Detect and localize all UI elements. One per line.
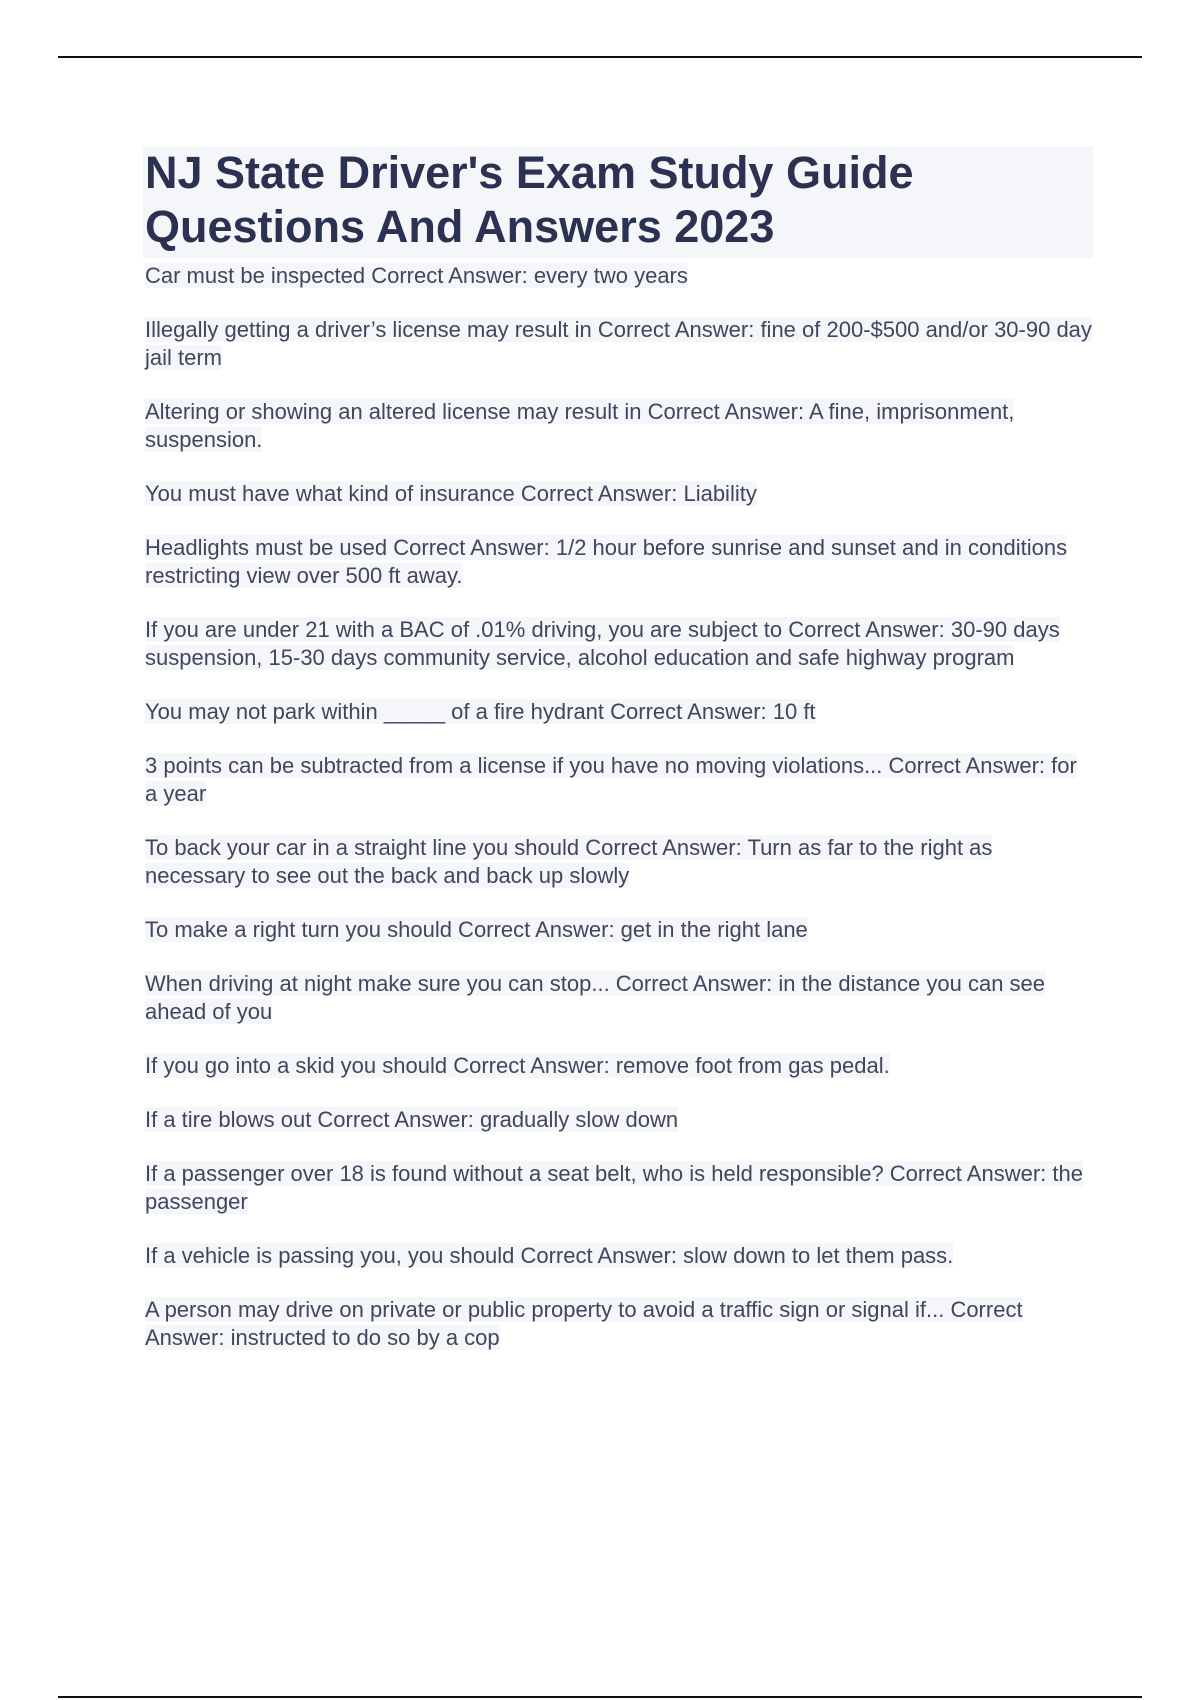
qa-item: 3 points can be subtracted from a license if you have no moving violations... Correct Answer: for a year bbox=[145, 753, 1077, 806]
document-body bbox=[145, 146, 1093, 1352]
qa-item: Altering or showing an altered license may result in Correct Answer: A fine, imprisonment, suspension. bbox=[145, 399, 1015, 452]
qa-item: You must have what kind of insurance Correct Answer: Liability bbox=[145, 481, 757, 506]
qa-item: If a passenger over 18 is found without a seat belt, who is held responsible? Correct Answer: the passenger bbox=[145, 1161, 1083, 1214]
qa-list bbox=[145, 262, 1093, 1352]
qa-item: You may not park within _____ of a fire hydrant Correct Answer: 10 ft bbox=[145, 699, 816, 724]
qa-item: If a vehicle is passing you, you should Correct Answer: slow down to let them pass. bbox=[145, 1243, 954, 1268]
title-line-2: Questions And Answers 2023 bbox=[145, 201, 775, 252]
qa-item: Illegally getting a driver’s license may result in Correct Answer: fine of 200-$500 and/or 30-90 day jail term bbox=[145, 317, 1092, 370]
qa-item: To back your car in a straight line you should Correct Answer: Turn as far to the right as necessary to see out the back and back up slowly bbox=[145, 835, 993, 888]
qa-item: If you go into a skid you should Correct Answer: remove foot from gas pedal. bbox=[145, 1053, 890, 1078]
qa-item: Headlights must be used Correct Answer: 1/2 hour before sunrise and sunset and in conditions restricting view over 500 ft away. bbox=[145, 535, 1068, 588]
qa-item: A person may drive on private or public property to avoid a traffic sign or signal if... Correct Answer: instructed to do so by a cop bbox=[145, 1297, 1023, 1350]
top-rule bbox=[58, 56, 1142, 58]
qa-item: When driving at night make sure you can stop... Correct Answer: in the distance you can see ahead of you bbox=[145, 971, 1046, 1024]
qa-item: Car must be inspected Correct Answer: every two years bbox=[145, 263, 688, 288]
qa-item: If you are under 21 with a BAC of .01% driving, you are subject to Correct Answer: 30-90 days suspension, 15-30 days community service, alcohol education and safe highway program bbox=[145, 617, 1060, 670]
document-title bbox=[143, 146, 1093, 258]
bottom-rule bbox=[58, 1696, 1142, 1698]
title-line-1: NJ State Driver's Exam Study Guide bbox=[145, 147, 914, 198]
qa-item: To make a right turn you should Correct Answer: get in the right lane bbox=[145, 917, 808, 942]
qa-item: If a tire blows out Correct Answer: gradually slow down bbox=[145, 1107, 679, 1132]
